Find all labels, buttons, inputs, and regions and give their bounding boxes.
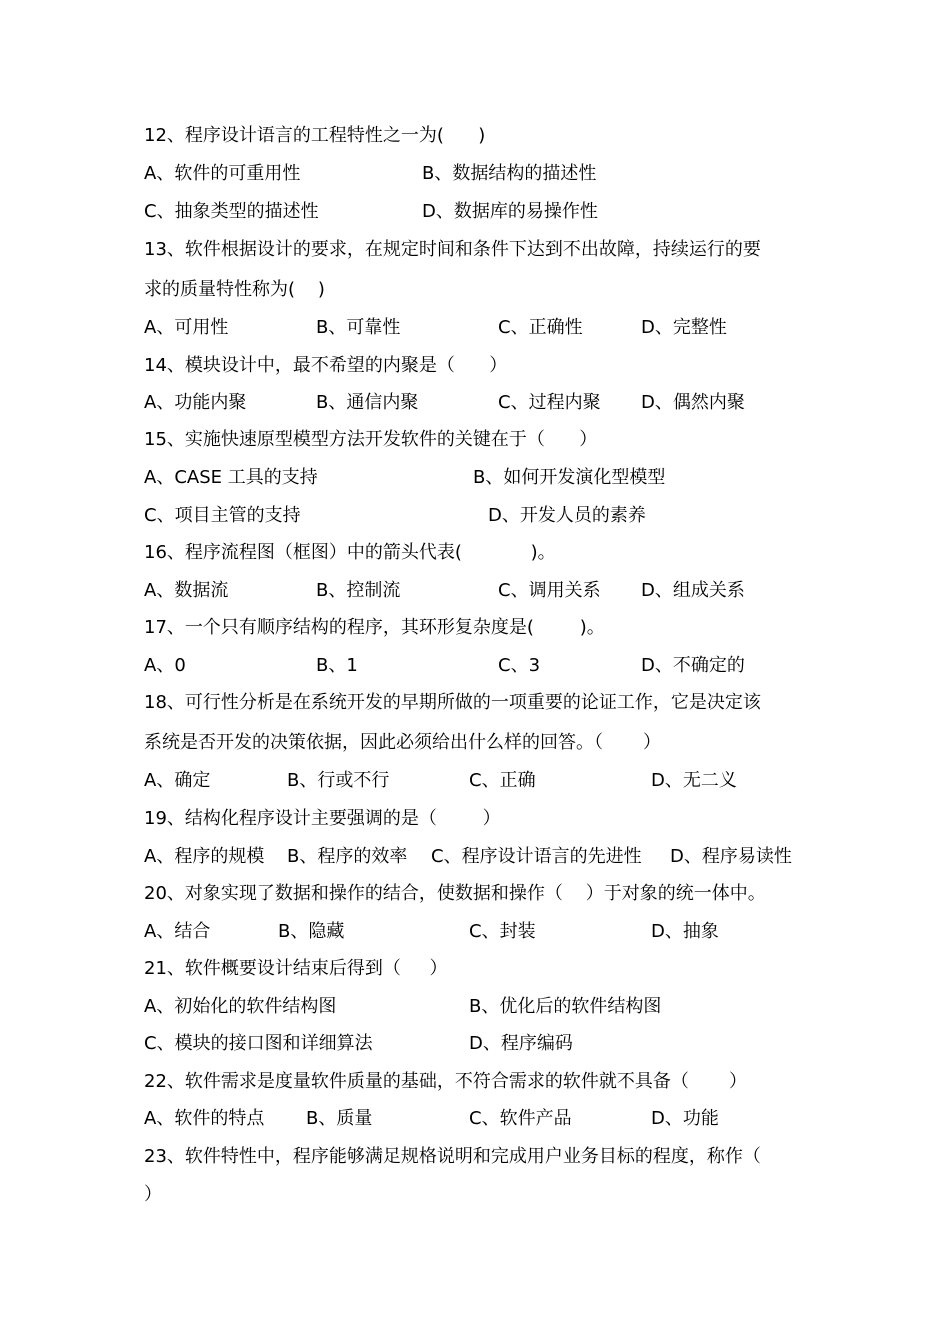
option-b: B、1 xyxy=(316,655,358,676)
option-d: D、不确定的 xyxy=(641,655,745,676)
option-a: A、软件的可重用性 xyxy=(144,163,301,184)
question-18-stem-line-2: 系统是否开发的决策依据，因此必须给出什么样的回答。（ ） xyxy=(144,732,662,753)
option-d: D、完整性 xyxy=(641,317,727,338)
option-d: D、程序易读性 xyxy=(670,846,792,867)
question-19-stem: 19、结构化程序设计主要强调的是（ ） xyxy=(144,808,501,829)
question-12-options-row-2 xyxy=(144,197,598,227)
option-a: A、CASE 工具的支持 xyxy=(144,467,318,488)
option-c: C、模块的接口图和详细算法 xyxy=(144,1033,373,1054)
option-c: C、过程内聚 xyxy=(498,392,601,413)
option-a: A、数据流 xyxy=(144,580,229,601)
option-c: C、正确 xyxy=(469,770,536,791)
option-c: C、抽象类型的描述性 xyxy=(144,201,319,222)
option-a: A、初始化的软件结构图 xyxy=(144,996,337,1017)
option-a: A、0 xyxy=(144,655,186,676)
option-d: D、组成关系 xyxy=(641,580,745,601)
option-a: A、软件的特点 xyxy=(144,1108,265,1129)
question-20-stem: 20、对象实现了数据和操作的结合，使数据和操作（ ）于对象的统一体中。 xyxy=(144,883,766,904)
question-14-stem: 14、模块设计中，最不希望的内聚是（ ） xyxy=(144,355,508,376)
option-c: C、封装 xyxy=(469,921,536,942)
option-a: A、确定 xyxy=(144,770,211,791)
option-a: A、可用性 xyxy=(144,317,229,338)
question-12-options-row-1 xyxy=(144,159,597,189)
question-15-options-row-2 xyxy=(144,501,646,531)
option-b: B、可靠性 xyxy=(316,317,401,338)
question-16-stem: 16、程序流程图（框图）中的箭头代表( )。 xyxy=(144,542,556,563)
option-b: B、控制流 xyxy=(316,580,401,601)
question-18-options xyxy=(144,766,737,796)
option-b: B、质量 xyxy=(306,1108,373,1129)
question-21-options-row-1 xyxy=(144,992,662,1022)
question-16-options xyxy=(144,576,745,606)
question-19-options xyxy=(144,842,792,872)
option-d: D、功能 xyxy=(651,1108,719,1129)
question-22-stem: 22、软件需求是度量软件质量的基础，不符合需求的软件就不具备（ ） xyxy=(144,1071,747,1092)
question-13-stem-line-1: 13、软件根据设计的要求，在规定时间和条件下达到不出故障，持续运行的要 xyxy=(144,239,761,260)
option-c: C、3 xyxy=(498,655,541,676)
option-b: B、数据结构的描述性 xyxy=(422,163,597,184)
question-14-options xyxy=(144,388,745,418)
option-c: C、程序设计语言的先进性 xyxy=(431,846,642,867)
question-17-options xyxy=(144,651,745,681)
question-23-stem-line-1: 23、软件特性中，程序能够满足规格说明和完成用户业务目标的程度，称作（ xyxy=(144,1146,761,1167)
option-d: D、偶然内聚 xyxy=(641,392,745,413)
option-d: D、无二义 xyxy=(651,770,737,791)
question-17-stem: 17、一个只有顺序结构的程序，其环形复杂度是( )。 xyxy=(144,617,605,638)
question-21-stem: 21、软件概要设计结束后得到（ ） xyxy=(144,958,448,979)
option-a: A、程序的规模 xyxy=(144,846,265,867)
option-a: A、功能内聚 xyxy=(144,392,247,413)
option-b: B、通信内聚 xyxy=(316,392,419,413)
option-b: B、行或不行 xyxy=(287,770,390,791)
question-21-options-row-2 xyxy=(144,1029,573,1059)
option-c: C、软件产品 xyxy=(469,1108,572,1129)
question-18-stem-line-1: 18、可行性分析是在系统开发的早期所做的一项重要的论证工作，它是决定该 xyxy=(144,692,761,713)
option-d: D、程序编码 xyxy=(469,1033,573,1054)
option-a: A、结合 xyxy=(144,921,211,942)
option-d: D、抽象 xyxy=(651,921,719,942)
option-c: C、正确性 xyxy=(498,317,583,338)
question-13-options xyxy=(144,313,727,343)
question-15-stem: 15、实施快速原型模型方法开发软件的关键在于（ ） xyxy=(144,429,598,450)
option-d: D、数据库的易操作性 xyxy=(422,201,598,222)
question-15-options-row-1 xyxy=(144,463,666,493)
option-b: B、优化后的软件结构图 xyxy=(469,996,662,1017)
option-c: C、调用关系 xyxy=(498,580,601,601)
option-b: B、程序的效率 xyxy=(287,846,408,867)
option-d: D、开发人员的素养 xyxy=(488,505,646,526)
question-23-stem-line-2: ） xyxy=(144,1184,162,1205)
question-20-options xyxy=(144,917,719,947)
question-22-options xyxy=(144,1104,719,1134)
question-12-stem: 12、程序设计语言的工程特性之一为( ) xyxy=(144,125,486,146)
option-b: B、隐藏 xyxy=(278,921,345,942)
question-13-stem-line-2: 求的质量特性称为( ) xyxy=(144,279,325,300)
option-c: C、项目主管的支持 xyxy=(144,505,301,526)
option-b: B、如何开发演化型模型 xyxy=(473,467,666,488)
